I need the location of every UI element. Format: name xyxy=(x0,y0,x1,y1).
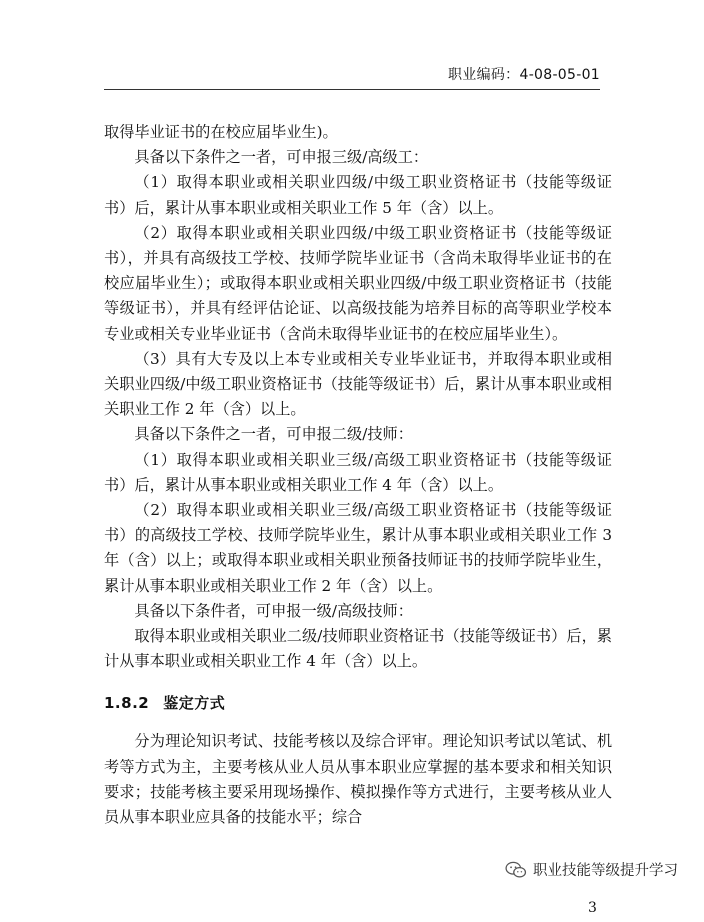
paragraph: （3）具有大专及以上本专业或相关专业毕业证书，并取得本职业或相关职业四级/中级工职业资格证书（技能等级证书）后，累计从事本职业或相关职业工作 2 年（含）以上。 xyxy=(104,349,612,419)
paragraph: （2）取得本职业或相关职业四级/中级工职业资格证书（技能等级证书），并具有高级技工学校、技师学院毕业证书（含尚未取得毕业证书的在校应届毕业生）；或取得本职业或相关职业四级/中级工职业资格证书（技能等级证书），并具有经评估论证、以高级技能为培养目标的高等职业学校本专业或相关专业毕业证书（含尚未取得毕业证书的在校应届毕业生）。 xyxy=(104,223,612,343)
paragraph: （1）取得本职业或相关职业三级/高级工职业资格证书（技能等级证书）后，累计从事本职业或相关职业工作 4 年（含）以上。 xyxy=(104,450,612,494)
document-body xyxy=(104,120,612,830)
paragraph: （1）取得本职业或相关职业四级/中级工职业资格证书（技能等级证书）后，累计从事本职业或相关职业工作 5 年（含）以上。 xyxy=(104,173,612,217)
paragraph: （2）取得本职业或相关职业三级/高级工职业资格证书（技能等级证书）的高级技工学校、技师学院毕业生，累计从事本职业或相关职业工作 3 年（含）以上；或取得本职业或相关职业预备技师证书的技师学院毕业生，累计从事本职业或相关职业工作 2 年（含）以上。 xyxy=(104,501,612,595)
page-header xyxy=(0,64,704,84)
wechat-icon xyxy=(505,861,527,879)
paragraph: 具备以下条件之一者，可申报二级/技师： xyxy=(134,425,413,444)
paragraph: 分为理论知识考试、技能考核以及综合评审。理论知识考试以笔试、机考等方式为主，主要考核从业人员从事本职业应掌握的基本要求和相关知识要求；技能考核主要采用现场操作、模拟操作等方式进行，主要考核从业人员从事本职业应具备的技能水平；综合 xyxy=(104,732,612,827)
watermark xyxy=(501,857,682,882)
page-number: 3 xyxy=(588,900,597,916)
section-title: 鉴定方式 xyxy=(163,694,226,713)
occupation-code: 职业编码：4-08-05-01 xyxy=(447,67,600,83)
paragraph: 具备以下条件之一者，可申报三级/高级工： xyxy=(134,148,429,167)
header-rule xyxy=(104,89,600,90)
watermark-text: 职业技能等级提升学习 xyxy=(533,863,678,879)
paragraph: 取得毕业证书的在校应届毕业生)。 xyxy=(104,123,338,141)
section-number: 1.8.2 xyxy=(104,694,150,713)
paragraph: 取得本职业或相关职业二级/技师职业资格证书（技能等级证书）后，累计从事本职业或相关职业工作 4 年（含）以上。 xyxy=(104,627,612,671)
section-heading xyxy=(104,692,612,713)
paragraph: 具备以下条件者，可申报一级/高级技师： xyxy=(134,601,413,620)
